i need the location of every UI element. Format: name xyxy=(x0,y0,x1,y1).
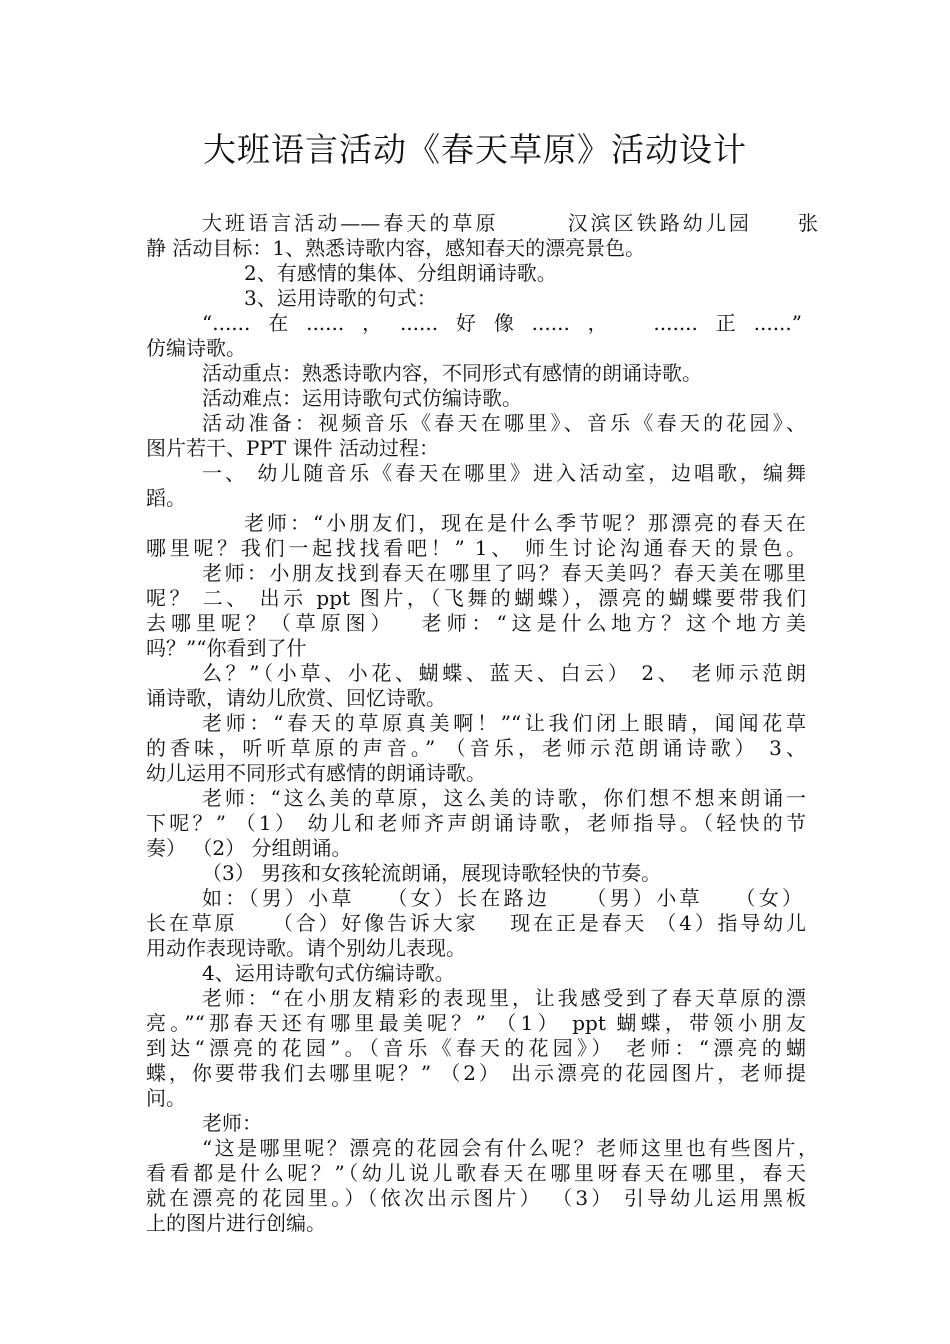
text-line: 老师：“这么美的草原，这么美的诗歌，你们想不想来朗诵一 xyxy=(202,786,806,810)
text-line: 老师：“在小朋友精彩的表现里，让我感受到了春天草原的漂 xyxy=(202,986,806,1010)
text-line: 大班语言活动——春天的草原 汉滨区铁路幼儿园 张 xyxy=(202,211,818,235)
text-line: 蹈。 xyxy=(146,486,186,510)
text-line: 活动重点：熟悉诗歌内容，不同形式有感情的朗诵诗歌。 xyxy=(202,361,702,385)
text-line: 蝶，你要带我们去哪里呢？” （2） 出示漂亮的花园图片，老师提 xyxy=(146,1061,806,1085)
text-line: 长在草原 （合）好像告诉大家 现在正是春天 （4）指导幼儿 xyxy=(146,911,806,935)
text-line: 4、运用诗歌句式仿编诗歌。 xyxy=(202,961,455,985)
text-line: 么？”（小草、小花、蝴蝶、蓝天、白云） 2、 老师示范朗 xyxy=(202,661,806,685)
text-line: （3） 男孩和女孩轮流朗诵，展现诗歌轻快的节奏。 xyxy=(202,861,662,885)
text-line: 去哪里呢？（草原图） 老师：“这是什么地方？这个地方美 xyxy=(146,611,806,635)
text-line: 奏） （2） 分组朗诵。 xyxy=(146,836,352,860)
text-line: 2、有感情的集体、分组朗诵诗歌。 xyxy=(244,261,557,285)
text-line: 活动难点：运用诗歌句式仿编诗歌。 xyxy=(202,386,522,410)
text-line: 问。 xyxy=(146,1086,186,1110)
text-line: 图片若干、PPT 课件 活动过程： xyxy=(146,436,439,460)
text-line: 幼儿运用不同形式有感情的朗诵诗歌。 xyxy=(146,761,486,785)
text-line: 老师：“春天的草原真美啊！”“让我们闭上眼睛，闻闻花草 xyxy=(202,711,806,735)
text-line: 吗？”“你看到了什 xyxy=(146,636,307,660)
page-title: 大班语言活动《春天草原》活动设计 xyxy=(203,130,747,169)
text-line: 的香味，听听草原的声音。” （音乐，老师示范朗诵诗歌） 3、 xyxy=(146,736,806,760)
text-line: 老师：“小朋友们，现在是什么季节呢？那漂亮的春天在 xyxy=(244,511,806,535)
text-line: 活动准备：视频音乐《春天在哪里》、音乐《春天的花园》、 xyxy=(202,411,806,435)
text-line: 如：（男）小草 （女）长在路边 （男）小草 （女） xyxy=(202,886,802,910)
text-line: “这是哪里呢？漂亮的花园会有什么呢？老师这里也有些图片， xyxy=(202,1136,818,1160)
text-line: 老师：小朋友找到春天在哪里了吗？春天美吗？春天美在哪里 xyxy=(202,561,806,585)
text-line: 一、 幼儿随音乐《春天在哪里》进入活动室，边唱歌，编舞 xyxy=(202,461,806,485)
text-line: “......在......，......好像......， .......正......” xyxy=(202,311,802,335)
text-line: 哪里呢？我们一起找找看吧！” 1、 师生讨论沟通春天的景色。 xyxy=(146,536,806,560)
text-line: 静 活动目标：1、熟悉诗歌内容，感知春天的漂亮景色。 xyxy=(146,236,646,260)
text-line: 老师： xyxy=(202,1111,262,1135)
text-line: 呢？ 二、 出示 ppt 图片，（飞舞的蝴蝶），漂亮的蝴蝶要带我们 xyxy=(146,586,806,610)
text-line: 就在漂亮的花园里。）（依次出示图片） （3） 引导幼儿运用黑板 xyxy=(146,1186,806,1210)
text-line: 下呢？” （1） 幼儿和老师齐声朗诵诗歌，老师指导。（轻快的节 xyxy=(146,811,806,835)
text-line: 到达“漂亮的花园”。（音乐《春天的花园》） 老师：“漂亮的蝴 xyxy=(146,1036,806,1060)
text-line: 亮。”“那春天还有哪里最美呢？” （1） ppt 蝴蝶，带领小朋友 xyxy=(146,1011,806,1035)
text-line: 用动作表现诗歌。请个别幼儿表现。 xyxy=(146,936,466,960)
text-line: 上的图片进行创编。 xyxy=(146,1211,326,1235)
text-line: 3、运用诗歌的句式： xyxy=(244,286,437,310)
text-line: 看看都是什么呢？”（幼儿说儿歌春天在哪里呀春天在哪里，春天 xyxy=(146,1161,806,1185)
text-line: 仿编诗歌。 xyxy=(146,336,246,360)
text-line: 诵诗歌，请幼儿欣赏、回忆诗歌。 xyxy=(146,686,446,710)
